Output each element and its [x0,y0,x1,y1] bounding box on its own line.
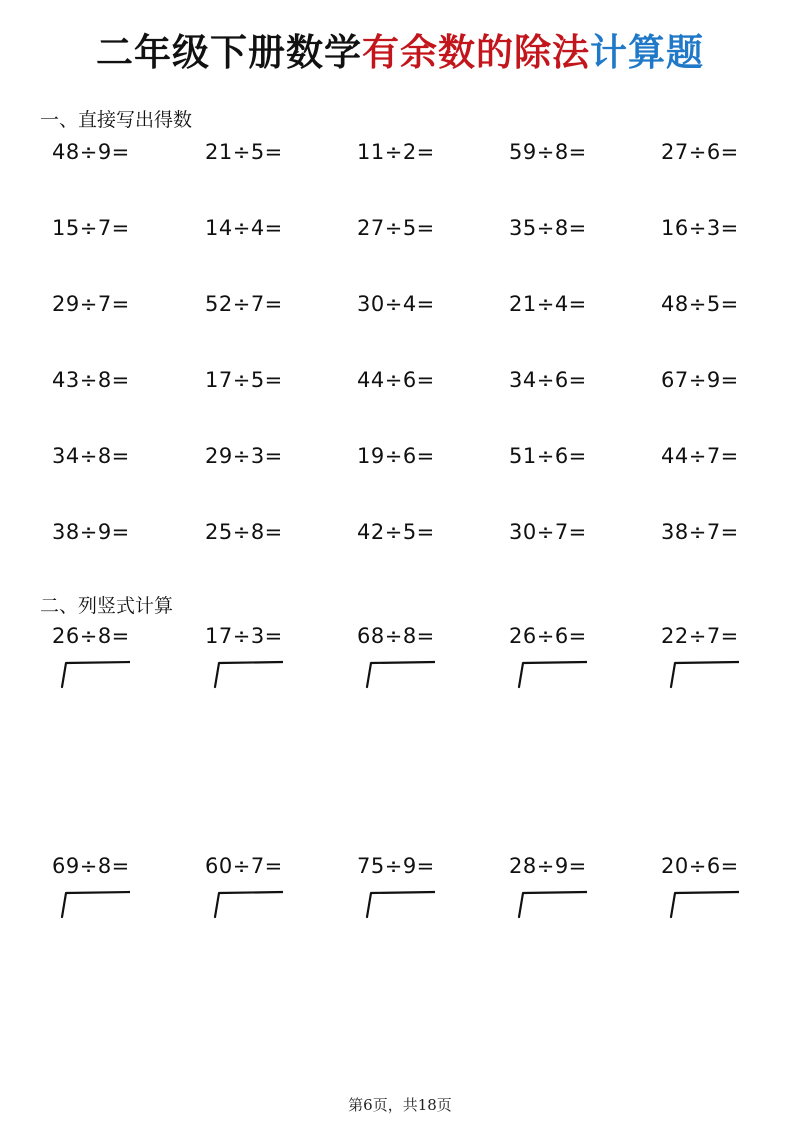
division-problem: 20÷6= [661,854,739,878]
division-problem: 60÷7= [205,854,283,878]
page-title [0,30,800,76]
division-problem: 48÷9= [52,140,130,164]
division-problem: 67÷9= [661,368,739,392]
division-problem: 38÷9= [52,520,130,544]
long-division-bracket [669,659,739,689]
long-division-bracket [213,889,283,919]
division-problem: 48÷5= [661,292,739,316]
division-problem: 21÷5= [205,140,283,164]
division-problem: 11÷2= [357,140,435,164]
division-problem: 22÷7= [661,624,739,648]
division-problem: 15÷7= [52,216,130,240]
division-problem: 28÷9= [509,854,587,878]
problem-row [0,621,800,651]
long-division-bracket [517,659,587,689]
division-problem: 34÷8= [52,444,130,468]
division-problem: 35÷8= [509,216,587,240]
title-part-grade: 二年级下册数学 [96,31,362,74]
division-problem: 44÷7= [661,444,739,468]
division-problem: 59÷8= [509,140,587,164]
long-division-bracket [517,889,587,919]
title-part-topic: 有余数的除法 [362,31,590,74]
problem-row [0,213,800,243]
division-problem: 69÷8= [52,854,130,878]
division-problem: 25÷8= [205,520,283,544]
division-problem: 29÷7= [52,292,130,316]
section1-heading: 一、直接写出得数 [40,109,193,131]
problem-row [0,289,800,319]
division-problem: 38÷7= [661,520,739,544]
division-problem: 75÷9= [357,854,435,878]
division-problem: 30÷4= [357,292,435,316]
long-division-bracket [669,889,739,919]
long-division-bracket [60,659,130,689]
long-division-bracket [60,889,130,919]
page-number-footer: 第6页，共18页 [348,1096,452,1114]
division-problem: 17÷5= [205,368,283,392]
division-problem: 19÷6= [357,444,435,468]
division-problem: 26÷8= [52,624,130,648]
problem-row [0,517,800,547]
division-problem: 29÷3= [205,444,283,468]
division-problem: 42÷5= [357,520,435,544]
problem-row [0,851,800,881]
long-division-bracket [365,889,435,919]
division-problem: 43÷8= [52,368,130,392]
title-part-type: 计算题 [590,31,704,74]
division-problem: 27÷5= [357,216,435,240]
problem-row [0,365,800,395]
long-division-bracket [213,659,283,689]
division-problem: 34÷6= [509,368,587,392]
division-problem: 27÷6= [661,140,739,164]
division-problem: 68÷8= [357,624,435,648]
division-problem: 21÷4= [509,292,587,316]
problem-row [0,137,800,167]
division-problem: 26÷6= [509,624,587,648]
division-problem: 51÷6= [509,444,587,468]
section2-heading: 二、列竖式计算 [40,595,174,617]
division-problem: 16÷3= [661,216,739,240]
division-problem: 52÷7= [205,292,283,316]
division-problem: 44÷6= [357,368,435,392]
division-problem: 30÷7= [509,520,587,544]
long-division-bracket [365,659,435,689]
division-problem: 14÷4= [205,216,283,240]
division-problem: 17÷3= [205,624,283,648]
problem-row [0,441,800,471]
